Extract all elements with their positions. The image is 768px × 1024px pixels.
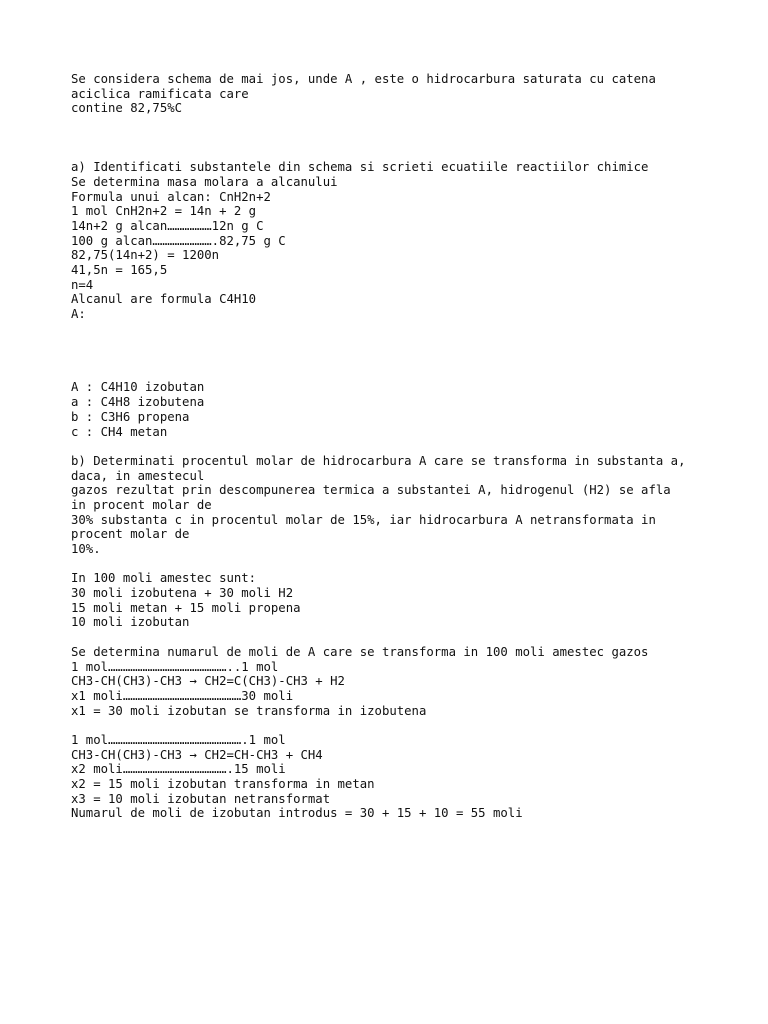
text-line: Formula unui alcan: CnH2n+2	[71, 189, 271, 204]
blank-line	[71, 630, 731, 645]
blank-line	[71, 439, 731, 454]
blank-line	[71, 366, 731, 381]
text-line: b : C3H6 propena	[71, 409, 190, 424]
blank-line	[71, 116, 731, 131]
text-line: 1 mol……………………………………………….1 mol	[71, 732, 286, 747]
text-line: n=4	[71, 277, 94, 292]
text-line: 1 mol CnH2n+2 = 14n + 2 g	[71, 204, 257, 219]
text-line: x2 = 15 moli izobutan transforma in metan	[71, 777, 375, 791]
text-line: b) Determinati procentul molar de hidrocarbura A care se transforma in substanta a,	[71, 453, 686, 468]
text-block	[71, 380, 731, 439]
text-line: 100 g alcan…………………….82,75 g C	[71, 233, 286, 248]
blank-line	[71, 718, 731, 733]
text-line: a : C4H8 izobutena	[71, 395, 205, 410]
text-line: daca, in amestecul	[71, 468, 205, 483]
text-block	[71, 645, 731, 718]
text-line: 41,5n = 165,5	[71, 262, 168, 277]
text-line: 30 moli izobutena + 30 moli H2	[71, 586, 294, 601]
text-line: 1 mol…………………………………………..1 mol	[71, 659, 279, 674]
blank-line	[71, 131, 731, 146]
text-line: A : C4H10 izobutan	[71, 380, 205, 395]
text-block	[71, 733, 731, 821]
blank-line	[71, 557, 731, 572]
blank-line	[71, 322, 731, 337]
text-line: gazos rezultat prin descompunerea termica a substantei A, hidrogenul (H2) se afla	[71, 483, 671, 498]
text-line: x1 moli…………………………………………30 moli	[71, 688, 294, 703]
text-line: Se determina masa molara a alcanului	[71, 174, 338, 189]
text-line: CH3-CH(CH3)-CH3 → CH2=C(CH3)-CH3 + H2	[71, 674, 345, 689]
text-line: procent molar de	[71, 527, 190, 542]
blank-line	[71, 351, 731, 366]
text-line: 10%.	[71, 542, 101, 556]
text-line: CH3-CH(CH3)-CH3 → CH2=CH-CH3 + CH4	[71, 747, 323, 762]
blank-line	[71, 145, 731, 160]
blank-line	[71, 336, 731, 351]
text-line: 10 moli izobutan	[71, 615, 190, 630]
text-line: contine 82,75%C	[71, 101, 183, 116]
text-block	[71, 454, 731, 557]
text-block	[71, 160, 731, 322]
text-line: a) Identificati substantele din schema si scrieti ecuatiile reactiilor chimice	[71, 160, 649, 175]
text-block	[71, 72, 731, 116]
text-line: In 100 moli amestec sunt:	[71, 571, 257, 586]
text-line: Numarul de moli de izobutan introdus = 30 + 15 + 10 = 55 moli	[71, 806, 523, 821]
text-line: 82,75(14n+2) = 1200n	[71, 248, 220, 263]
text-line: c : CH4 metan	[71, 424, 168, 439]
text-line: A:	[71, 307, 86, 321]
text-line: Se considera schema de mai jos, unde A , este o hidrocarbura saturata cu catena	[71, 72, 656, 86]
text-line: x1 = 30 moli izobutan se transforma in izobutena	[71, 703, 427, 718]
text-line: 14n+2 g alcan………………12n g C	[71, 218, 264, 233]
text-line: x3 = 10 moli izobutan netransformat	[71, 791, 331, 806]
text-block	[71, 571, 731, 630]
document-body	[71, 72, 731, 821]
text-line: Alcanul are formula C4H10	[71, 292, 257, 307]
text-line: Se determina numarul de moli de A care se transforma in 100 moli amestec gazos	[71, 644, 649, 659]
text-line: 30% substanta c in procentul molar de 15%, iar hidrocarbura A netransformata in	[71, 512, 656, 527]
text-line: x2 moli…………………………………….15 moli	[71, 762, 286, 777]
text-line: aciclica ramificata care	[71, 86, 249, 101]
text-line: 15 moli metan + 15 moli propena	[71, 600, 301, 615]
text-line: in procent molar de	[71, 497, 212, 512]
